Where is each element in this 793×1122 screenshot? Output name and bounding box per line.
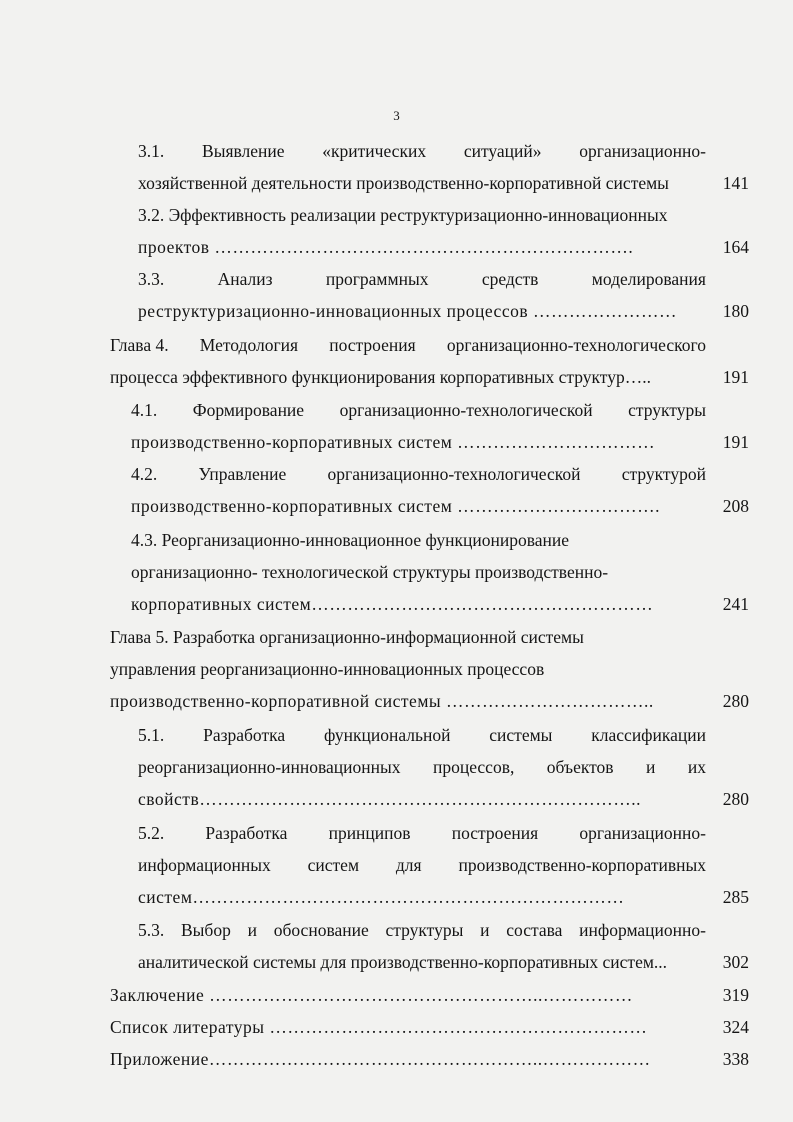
word: классификации (591, 725, 706, 745)
word: структурой (621, 464, 706, 484)
toc-page-number: 241 (722, 594, 749, 614)
word: 3.3. (138, 269, 165, 289)
word: Выявление (202, 141, 285, 161)
toc-page-number: 191 (722, 367, 749, 387)
word: информационно- (579, 920, 706, 940)
toc-line (138, 140, 706, 162)
word: и (646, 757, 656, 777)
toc-page-number: 319 (722, 985, 749, 1005)
toc-line (131, 463, 706, 485)
toc-page-number: 302 (722, 952, 749, 972)
word: Методология (199, 335, 299, 355)
page-number: 3 (393, 108, 400, 123)
toc-page-number: 280 (722, 691, 749, 711)
toc-line: управления реорганизационно-инновационных процессов (110, 659, 545, 679)
word: организационно-технологической (339, 400, 593, 420)
word: структуры (385, 920, 464, 940)
toc-page-number: 141 (722, 173, 749, 193)
word: организационно- (579, 823, 706, 843)
word: программных (325, 269, 429, 289)
word: средств (481, 269, 539, 289)
toc-line: 3.2. Эффективность реализации реструктуризационно-инновационных (138, 205, 668, 225)
toc-line: организационно- технологической структуры производственно- (131, 562, 609, 582)
word: 5.2. (138, 823, 165, 843)
toc-line: реструктуризационно-инновационных процессов …………………… (138, 301, 677, 321)
word: процессов, (432, 757, 515, 777)
toc-page-number: 324 (722, 1017, 749, 1037)
word: организационно- (579, 141, 706, 161)
toc-line: Список литературы ……………………………………………………… (110, 1017, 648, 1037)
toc-line: 4.3. Реорганизационно-инновационное функционирование (131, 530, 570, 550)
word: для (395, 855, 422, 875)
word: построения (329, 335, 416, 355)
word: 4.2. (131, 464, 158, 484)
toc-line: процесса эффективного функционирования корпоративных структур….. (110, 367, 651, 387)
word: ситуаций» (463, 141, 542, 161)
toc-page-number: 285 (722, 887, 749, 907)
word: функциональной (323, 725, 451, 745)
word: и (247, 920, 257, 940)
word: и (480, 920, 490, 940)
word: систем (307, 855, 360, 875)
word: объектов (546, 757, 614, 777)
toc-line: производственно-корпоративных систем ……………………………. (131, 496, 661, 516)
toc-line (138, 724, 706, 746)
word: Управление (198, 464, 287, 484)
word: Разработка (205, 823, 288, 843)
toc-line: производственно-корпоративной системы …………………………….. (110, 691, 654, 711)
word: 5.1. (138, 725, 165, 745)
word: информационных (138, 855, 271, 875)
word: 5.3. (138, 920, 165, 940)
toc-line: Глава 5. Разработка организационно-информационной системы (110, 627, 584, 647)
word: построения (451, 823, 539, 843)
toc-page-number: 180 (722, 301, 749, 321)
toc-line (110, 334, 706, 356)
word: структуры (628, 400, 706, 420)
word: Глава 4. (110, 335, 169, 355)
toc-line (138, 854, 706, 876)
word: реорганизационно-инновационных (138, 757, 401, 777)
word: организационно-технологического (446, 335, 706, 355)
toc-line: аналитической системы для производственно-корпоративных систем... (138, 952, 668, 972)
toc-line: корпоративных систем………………………………………………… (131, 594, 654, 614)
word: Анализ (217, 269, 273, 289)
toc-line (138, 268, 706, 290)
toc-line (131, 399, 706, 421)
toc-line: производственно-корпоративных систем …………………………… (131, 432, 656, 452)
word: моделирования (591, 269, 706, 289)
word: Разработка (203, 725, 286, 745)
word: системы (489, 725, 553, 745)
toc-line: проектов ……………………………………………………………. (138, 237, 634, 257)
word: организационно-технологической (327, 464, 581, 484)
word: 4.1. (131, 400, 158, 420)
toc-page-number: 164 (722, 237, 749, 257)
word: обоснование (273, 920, 369, 940)
toc-line: хозяйственной деятельности производственно-корпоративной системы (138, 173, 669, 193)
toc-line: систем……………………………………………………………… (138, 887, 625, 907)
word: 3.1. (138, 141, 165, 161)
word: состава (506, 920, 563, 940)
toc-line: Заключение ………………………………………………..…………… (110, 985, 633, 1005)
toc-line: Приложение………………………………………………..……………… (110, 1049, 651, 1069)
toc-page-number: 191 (722, 432, 749, 452)
word: производственно-корпоративных (458, 855, 706, 875)
word: «критических (322, 141, 427, 161)
toc-line (138, 919, 706, 941)
word: Выбор (181, 920, 231, 940)
toc-line (138, 756, 706, 778)
toc-line (138, 822, 706, 844)
toc-page-number: 208 (722, 496, 749, 516)
word: Формирование (192, 400, 305, 420)
word: принципов (328, 823, 411, 843)
toc-page-number: 338 (722, 1049, 749, 1069)
toc-line: свойств……………………………………………………………….. (138, 789, 641, 809)
toc-page-number: 280 (722, 789, 749, 809)
word: их (687, 757, 706, 777)
